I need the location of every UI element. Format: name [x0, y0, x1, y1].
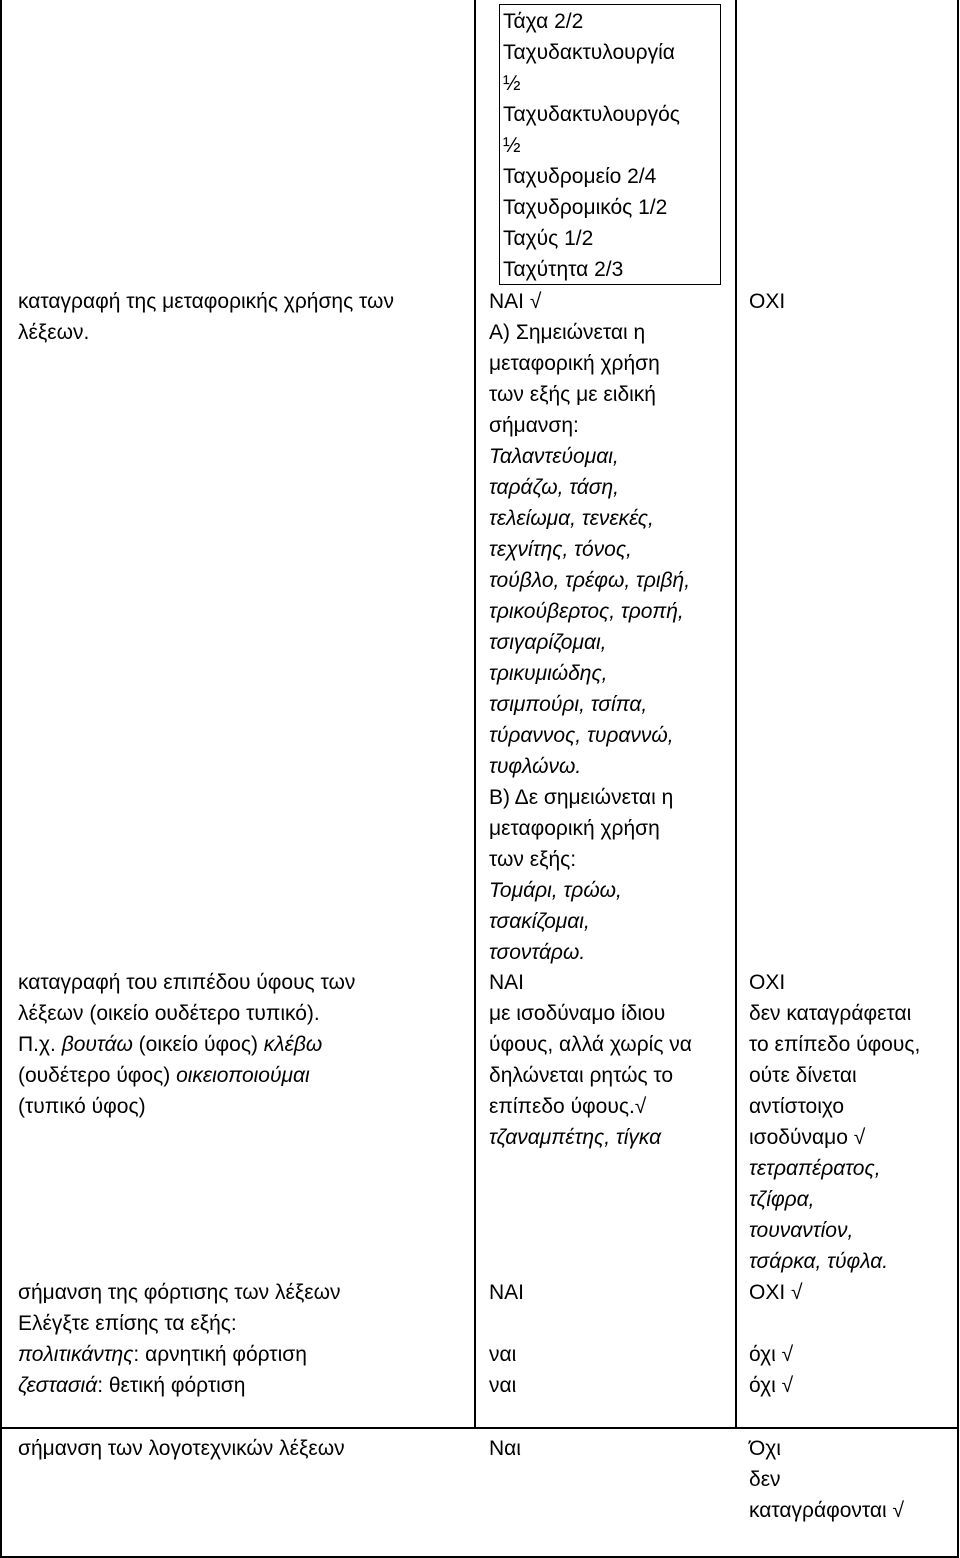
- column-divider-2: [735, 0, 737, 1428]
- entry-line: ½: [503, 134, 521, 157]
- text-run: Π.χ.: [18, 1033, 62, 1056]
- example-words: τρικούβερτος, τροπή,: [489, 600, 684, 623]
- example-words: τσάρκα, τύφλα.: [749, 1250, 889, 1273]
- text-run: : θετική φόρτιση: [97, 1374, 246, 1397]
- answer-line: ΟΧΙ √: [749, 1281, 803, 1304]
- answer-line: μεταφορική χρήση: [489, 352, 660, 375]
- answer-no-literary-words: [749, 1433, 904, 1526]
- answer-line: ΟΧΙ: [749, 971, 786, 994]
- criterion-line: σήμανση της φόρτισης των λέξεων: [18, 1281, 341, 1304]
- answer-line: ούτε δίνεται: [749, 1064, 857, 1087]
- table-right-border: [957, 0, 959, 1558]
- answer-line: των εξής:: [489, 848, 577, 871]
- text-run: ζεστασιά: [18, 1374, 98, 1397]
- answer-line: ύφους, αλλά χωρίς να: [489, 1033, 692, 1056]
- example-words: τύραννος, τυραννώ,: [489, 724, 674, 747]
- answer-no: ΟΧΙ: [749, 290, 786, 313]
- answer-line: επίπεδο ύφους.√: [489, 1095, 647, 1118]
- example-words: τρικυμιώδης,: [489, 662, 608, 685]
- criterion-line: σήμανση των λογοτεχνικών λέξεων: [18, 1437, 345, 1460]
- answer-line: δηλώνεται ρητώς το: [489, 1064, 674, 1087]
- text-run: κλέβω: [263, 1033, 323, 1056]
- entry-line: Τάχα 2/2: [503, 10, 584, 33]
- answer-line: [489, 1308, 524, 1339]
- text-run: οικειοποιούμαι: [176, 1064, 310, 1087]
- answer-connotation: [489, 1277, 524, 1401]
- entry-line: ½: [503, 72, 521, 95]
- criterion-line: [18, 1339, 341, 1370]
- entry-line: Ταχυδακτυλουργός: [503, 103, 680, 126]
- answer-line: Α) Σημειώνεται η: [489, 321, 646, 344]
- answer-line: δεν: [749, 1468, 781, 1491]
- table-bottom-border: [0, 1556, 958, 1558]
- text-run: (ουδέτερο ύφος): [18, 1064, 177, 1087]
- example-words: τζίφρα,: [749, 1188, 815, 1211]
- answer-yes: ΝΑΙ √: [489, 290, 542, 313]
- criterion-line: (τυπικό ύφος): [18, 1095, 146, 1118]
- answer-no-connotation: [749, 1277, 803, 1401]
- example-words: τετραπέρατος,: [749, 1157, 881, 1180]
- example-words: τελείωμα, τενεκές,: [489, 507, 654, 530]
- answer-line: ναι: [489, 1343, 517, 1366]
- criterion-register-level: [18, 967, 355, 1122]
- example-words: τσιγαρίζομαι,: [489, 631, 607, 654]
- criterion-metaphorical-use: [18, 286, 394, 348]
- criterion-line: Ελέγξτε επίσης τα εξής:: [18, 1312, 237, 1335]
- example-words: τσοντάρω.: [489, 941, 586, 964]
- example-words: τζαναμπέτης, τίγκα: [489, 1126, 662, 1149]
- answer-line: δεν καταγράφεται: [749, 1002, 912, 1025]
- criterion-connotation: [18, 1277, 341, 1401]
- answer-line: ναι: [489, 1374, 517, 1397]
- text-run: πολιτικάντης: [18, 1343, 134, 1366]
- criterion-line: λέξεων (οικείο ουδέτερο τυπικό).: [18, 1002, 320, 1025]
- answer-line: ΝΑΙ: [489, 971, 525, 994]
- example-words: Ταλαντεύομαι,: [489, 445, 619, 468]
- criterion-line: [18, 1060, 355, 1091]
- answer-line: όχι √: [749, 1374, 794, 1397]
- example-words: τουναντίον,: [749, 1219, 854, 1242]
- example-words: τσακίζομαι,: [489, 910, 590, 933]
- criterion-line: καταγραφή της μεταφορικής χρήσης των: [18, 290, 394, 313]
- answer-line: Όχι: [749, 1437, 781, 1460]
- row-divider-bottom: [0, 1427, 958, 1429]
- answer-literary-words: [489, 1433, 521, 1464]
- answer-line: με ισοδύναμο ίδιου: [489, 1002, 666, 1025]
- entry-line: Ταχυδρομικός 1/2: [503, 196, 668, 219]
- column-divider-1: [474, 0, 476, 1428]
- example-words: τούβλο, τρέφω, τριβή,: [489, 569, 691, 592]
- criterion-line: [18, 1029, 355, 1060]
- answer-line: το επίπεδο ύφους,: [749, 1033, 921, 1056]
- answer-register-level: [489, 967, 692, 1153]
- answer-line: Ναι: [489, 1437, 521, 1460]
- text-run: βουτάω: [61, 1033, 133, 1056]
- example-words: τεχνίτης, τόνος,: [489, 538, 632, 561]
- example-words: ταράζω, τάση,: [489, 476, 619, 499]
- answer-line: ισοδύναμο √: [749, 1126, 866, 1149]
- criterion-line: καταγραφή του επιπέδου ύφους των: [18, 971, 356, 994]
- example-words: τυφλώνω.: [489, 755, 582, 778]
- table-left-border: [0, 0, 2, 1558]
- example-words: τσιμπούρι, τσίπα,: [489, 693, 648, 716]
- answer-line: καταγράφονται √: [749, 1499, 905, 1522]
- example-words: Τομάρι, τρώω,: [489, 879, 622, 902]
- answer-line: σήμανση:: [489, 414, 579, 437]
- answer-line: ΝΑΙ: [489, 1281, 525, 1304]
- answer-no-register-level: [749, 967, 920, 1277]
- answer-line: όχι √: [749, 1343, 794, 1366]
- entry-line: Ταχυδακτυλουργία: [503, 41, 675, 64]
- criterion-literary-words: [18, 1433, 345, 1464]
- answer-line: [749, 1308, 803, 1339]
- answer-line: αντίστοιχο: [749, 1095, 845, 1118]
- entry-line: Ταχύς 1/2: [503, 227, 594, 250]
- answer-line: μεταφορική χρήση: [489, 817, 660, 840]
- text-run: : αρνητική φόρτιση: [133, 1343, 307, 1366]
- criterion-line: [18, 1370, 341, 1401]
- answer-no-metaphorical-use: [749, 286, 785, 317]
- answer-line: Β) Δε σημειώνεται η: [489, 786, 674, 809]
- answer-metaphorical-use: [489, 286, 690, 968]
- entry-line: Ταχυδρομείο 2/4: [503, 165, 657, 188]
- entry-line: Ταχύτητα 2/3: [503, 258, 624, 281]
- text-run: (οικείο ύφος): [132, 1033, 264, 1056]
- entries-list: [503, 6, 680, 285]
- criterion-line: λέξεων.: [18, 321, 90, 344]
- answer-line: των εξής με ειδική: [489, 383, 656, 406]
